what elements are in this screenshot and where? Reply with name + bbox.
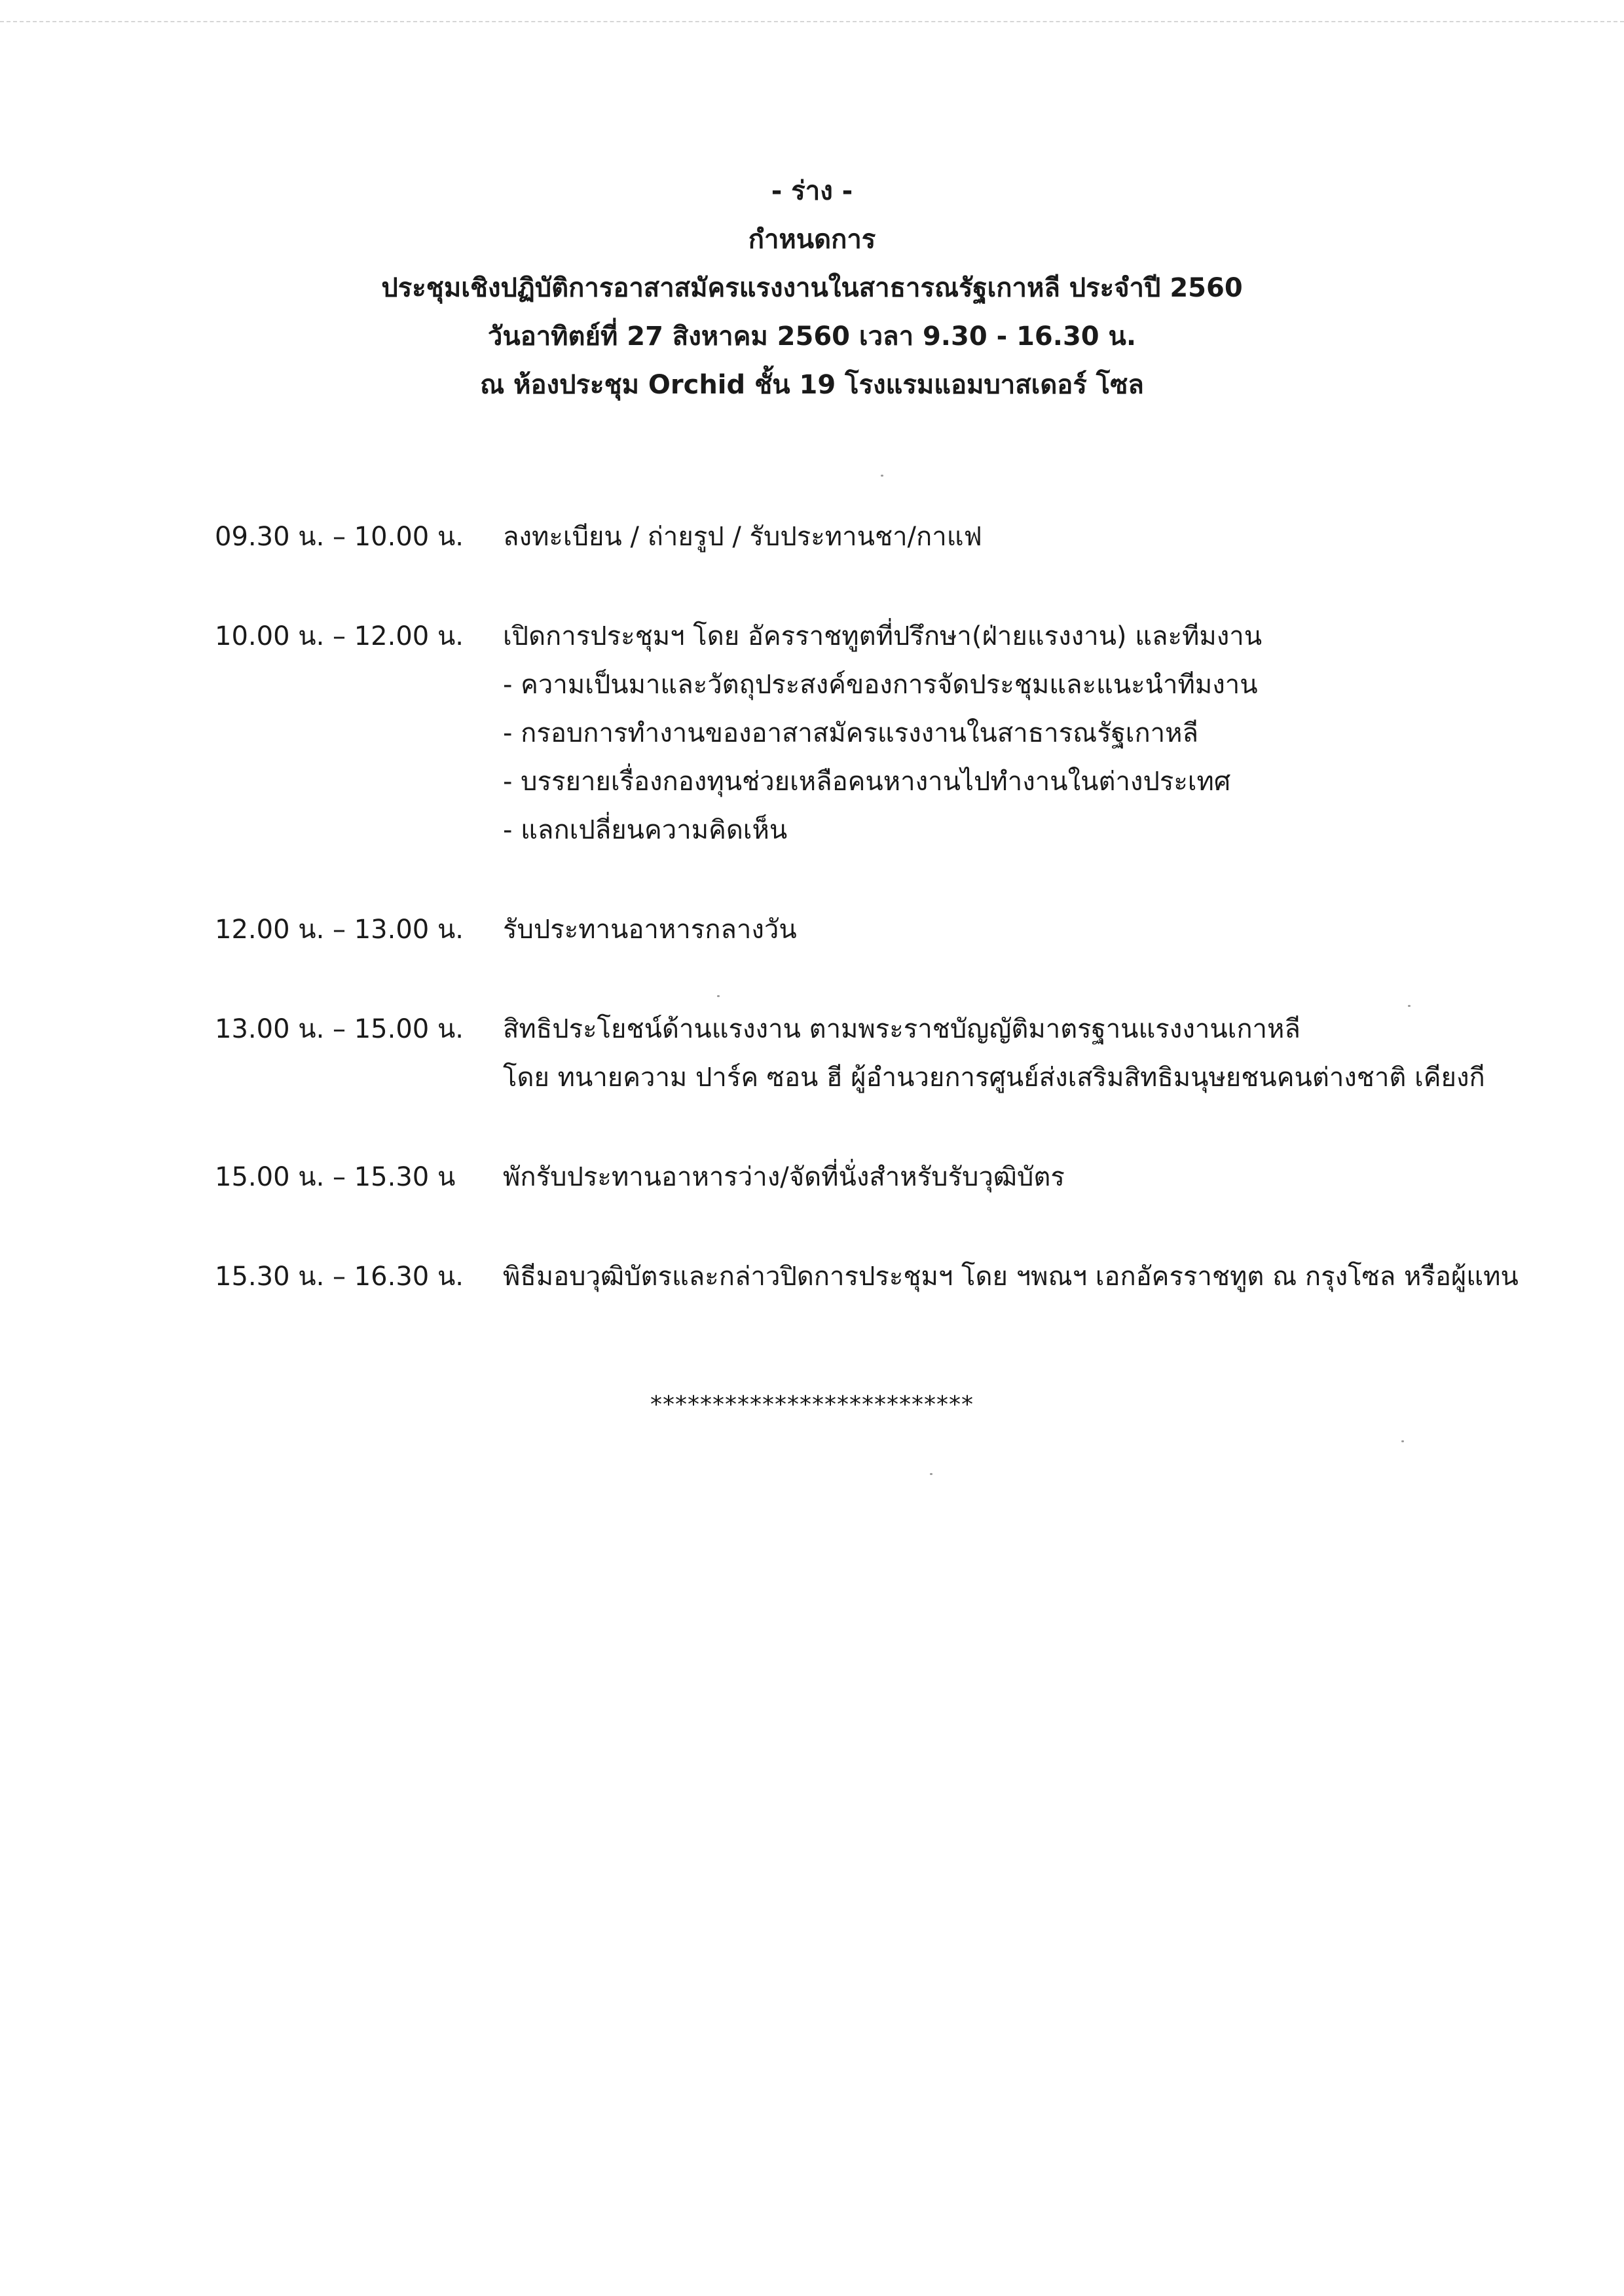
schedule-description	[503, 612, 1538, 854]
schedule-time: 13.00 น. – 15.00 น.	[215, 1014, 464, 1044]
schedule-line: พิธีมอบวุฒิบัตรและกล่าวปิดการประชุมฯ โดย ฯพณฯ เอกอัครราชทูต ณ กรุงโซล หรือผู้แทน	[503, 1262, 1519, 1292]
schedule-description	[503, 1252, 1538, 1301]
draft-label: - ร่าง -	[771, 176, 853, 206]
scan-speck	[1401, 1440, 1404, 1442]
scan-speck	[717, 995, 720, 997]
scan-speck	[930, 1473, 932, 1475]
event-name: ประชุมเชิงปฏิบัติการอาสาสมัครแรงงานในสาธารณรัฐเกาหลี ประจำปี 2560	[381, 273, 1243, 303]
schedule-line: โดย ทนายความ ปาร์ค ซอน ฮี ผู้อำนวยการศูนย์ส่งเสริมสิทธิมนุษยชนคนต่างชาติ เคียงกี	[503, 1063, 1485, 1093]
scan-speck	[881, 475, 883, 477]
schedule-subitem: - แลกเปลี่ยนความคิดเห็น	[503, 815, 788, 845]
schedule-line: พักรับประทานอาหารว่าง/จัดที่นั่งสำหรับรับวุฒิบัตร	[503, 1162, 1065, 1192]
schedule-subitem: - ความเป็นมาและวัตถุประสงค์ของการจัดประชุมและแนะนำทีมงาน	[503, 670, 1258, 700]
schedule-description	[503, 1153, 1538, 1201]
schedule-item	[215, 1153, 1538, 1201]
schedule-line: ลงทะเบียน / ถ่ายรูป / รับประทานชา/กาแฟ	[503, 522, 982, 552]
schedule-line: สิทธิประโยชน์ด้านแรงงาน ตามพระราชบัญญัติมาตรฐานแรงงานเกาหลี	[503, 1014, 1301, 1044]
schedule-item	[215, 1252, 1538, 1301]
schedule-time: 15.30 น. – 16.30 น.	[215, 1262, 464, 1292]
schedule-time: 12.00 น. – 13.00 น.	[215, 915, 464, 945]
document-header	[0, 167, 1624, 409]
schedule-time: 10.00 น. – 12.00 น.	[215, 621, 464, 651]
schedule-item	[215, 612, 1538, 854]
event-venue: ณ ห้องประชุม Orchid ชั้น 19 โรงแรมแอมบาสเดอร์ โซล	[480, 370, 1144, 400]
schedule-time: 09.30 น. – 10.00 น.	[215, 522, 464, 552]
schedule-subitem: - กรอบการทำงานของอาสาสมัครแรงงานในสาธารณรัฐเกาหลี	[503, 718, 1199, 748]
schedule-description	[503, 905, 1538, 954]
schedule-description	[503, 1005, 1538, 1102]
schedule-description	[503, 513, 1538, 561]
schedule-time: 15.00 น. – 15.30 น	[215, 1162, 456, 1192]
schedule-list	[215, 513, 1538, 1352]
schedule-subitem: - บรรยายเรื่องกองทุนช่วยเหลือคนหางานไปทำงานในต่างประเทศ	[503, 767, 1231, 797]
scan-speck	[1408, 1005, 1411, 1007]
schedule-line: รับประทานอาหารกลางวัน	[503, 915, 797, 945]
closing-asterisks: **************************	[650, 1391, 974, 1418]
schedule-item	[215, 513, 1538, 561]
scan-edge-line	[0, 21, 1624, 22]
event-date-time: วันอาทิตย์ที่ 27 สิงหาคม 2560 เวลา 9.30 - 16.30 น.	[487, 321, 1137, 352]
document-title: กำหนดการ	[748, 225, 876, 255]
schedule-line: เปิดการประชุมฯ โดย อัครราชทูตที่ปรึกษา(ฝ่ายแรงงาน) และทีมงาน	[503, 621, 1263, 651]
schedule-item	[215, 1005, 1538, 1102]
schedule-item	[215, 905, 1538, 954]
